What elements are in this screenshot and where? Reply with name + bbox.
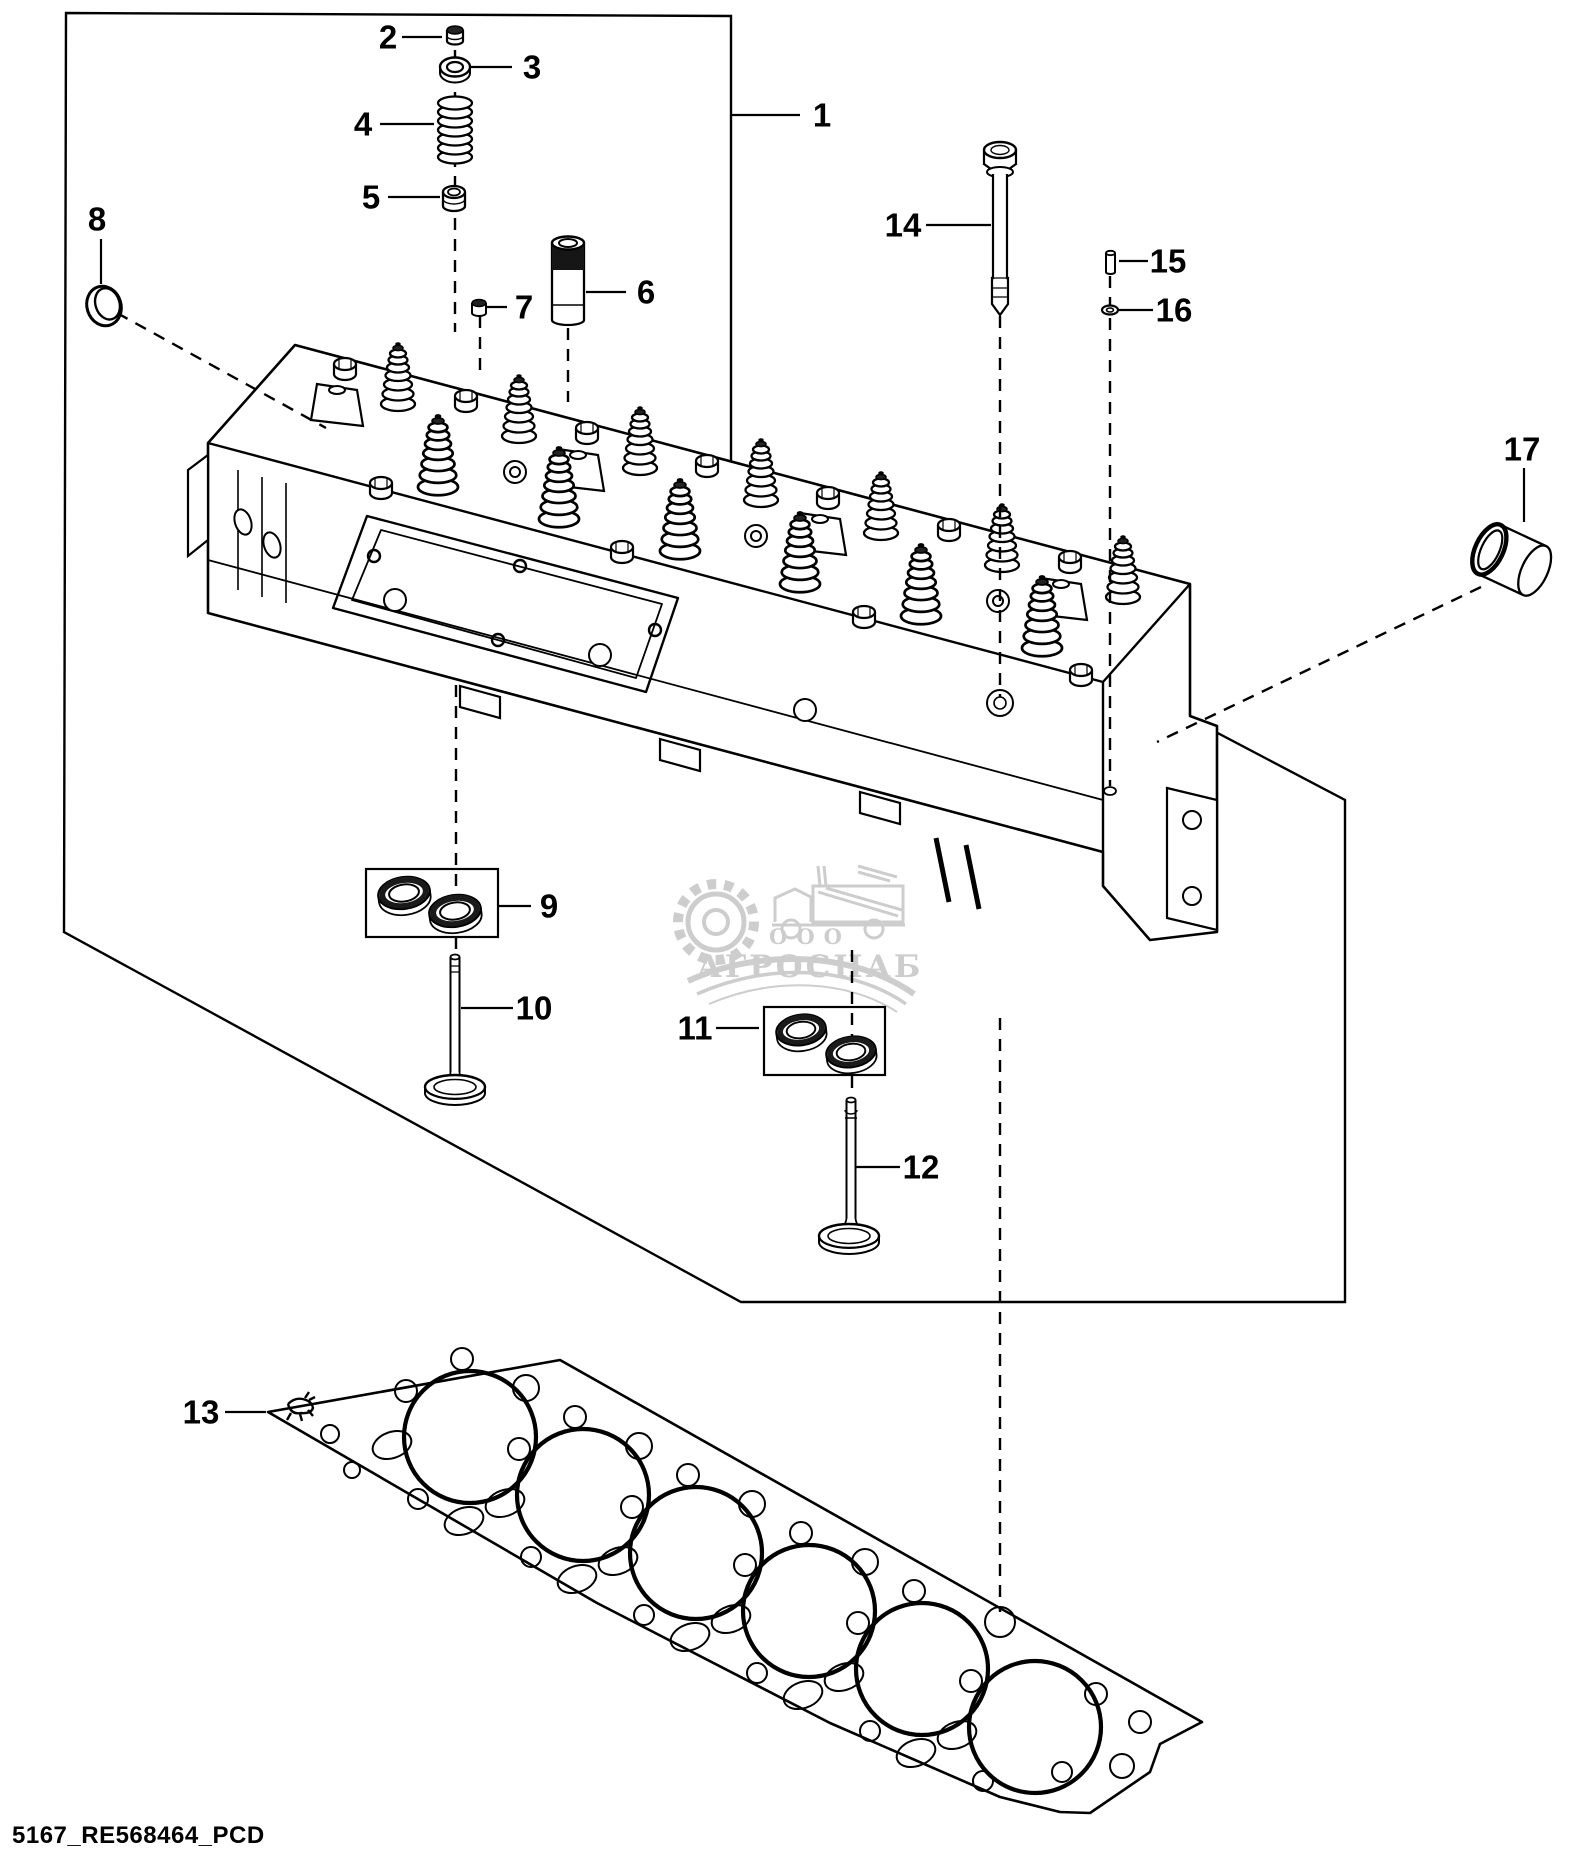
callout-5-label: 5	[361, 178, 381, 216]
part-5-retainer	[443, 186, 465, 211]
part-6-valve-guide	[552, 237, 584, 326]
part-10-valve	[425, 955, 485, 1106]
part-4-valve-spring	[438, 97, 472, 164]
callout-8-label: 8	[87, 200, 107, 238]
part-8-cup-plug	[82, 282, 127, 331]
part-9-seal-kit-box	[366, 869, 498, 937]
callout-9-label: 9	[539, 887, 559, 925]
callout-10-label: 10	[515, 989, 553, 1027]
part-15-dowel-pin	[1106, 251, 1115, 274]
callout-3-label: 3	[522, 48, 542, 86]
callout-12-label: 12	[902, 1148, 940, 1186]
centerlines	[117, 50, 1481, 1612]
callout-14-label: 14	[884, 206, 922, 244]
callout-2-label: 2	[378, 18, 398, 56]
callout-4-label: 4	[353, 105, 373, 143]
callout-1-label: 1	[812, 96, 832, 134]
part-2-cap	[447, 26, 463, 45]
part-12-valve	[819, 1098, 879, 1255]
callout-6-label: 6	[636, 273, 656, 311]
part-13-head-gasket	[268, 1348, 1202, 1813]
watermark	[678, 866, 923, 1012]
drawing-code: 5167_RE568464_PCD	[12, 1822, 265, 1849]
part-14-bolt	[984, 142, 1016, 315]
callout-16-label: 16	[1155, 291, 1193, 329]
callout-13-label: 13	[182, 1393, 220, 1431]
part-16-washer	[1102, 306, 1118, 315]
watermark-prefix: ООО	[769, 924, 851, 949]
callout-17-label: 17	[1503, 430, 1541, 468]
callout-11-label: 11	[677, 1009, 713, 1047]
part-3-rotator	[440, 58, 470, 83]
watermark-name: АГРОСНАБ	[696, 949, 924, 985]
cylinder-head	[188, 342, 1217, 940]
callout-15-label: 15	[1149, 242, 1187, 280]
part-11-seal-kit-box	[764, 1007, 885, 1076]
part-7-screw	[472, 300, 486, 317]
callout-7-label: 7	[514, 288, 534, 326]
